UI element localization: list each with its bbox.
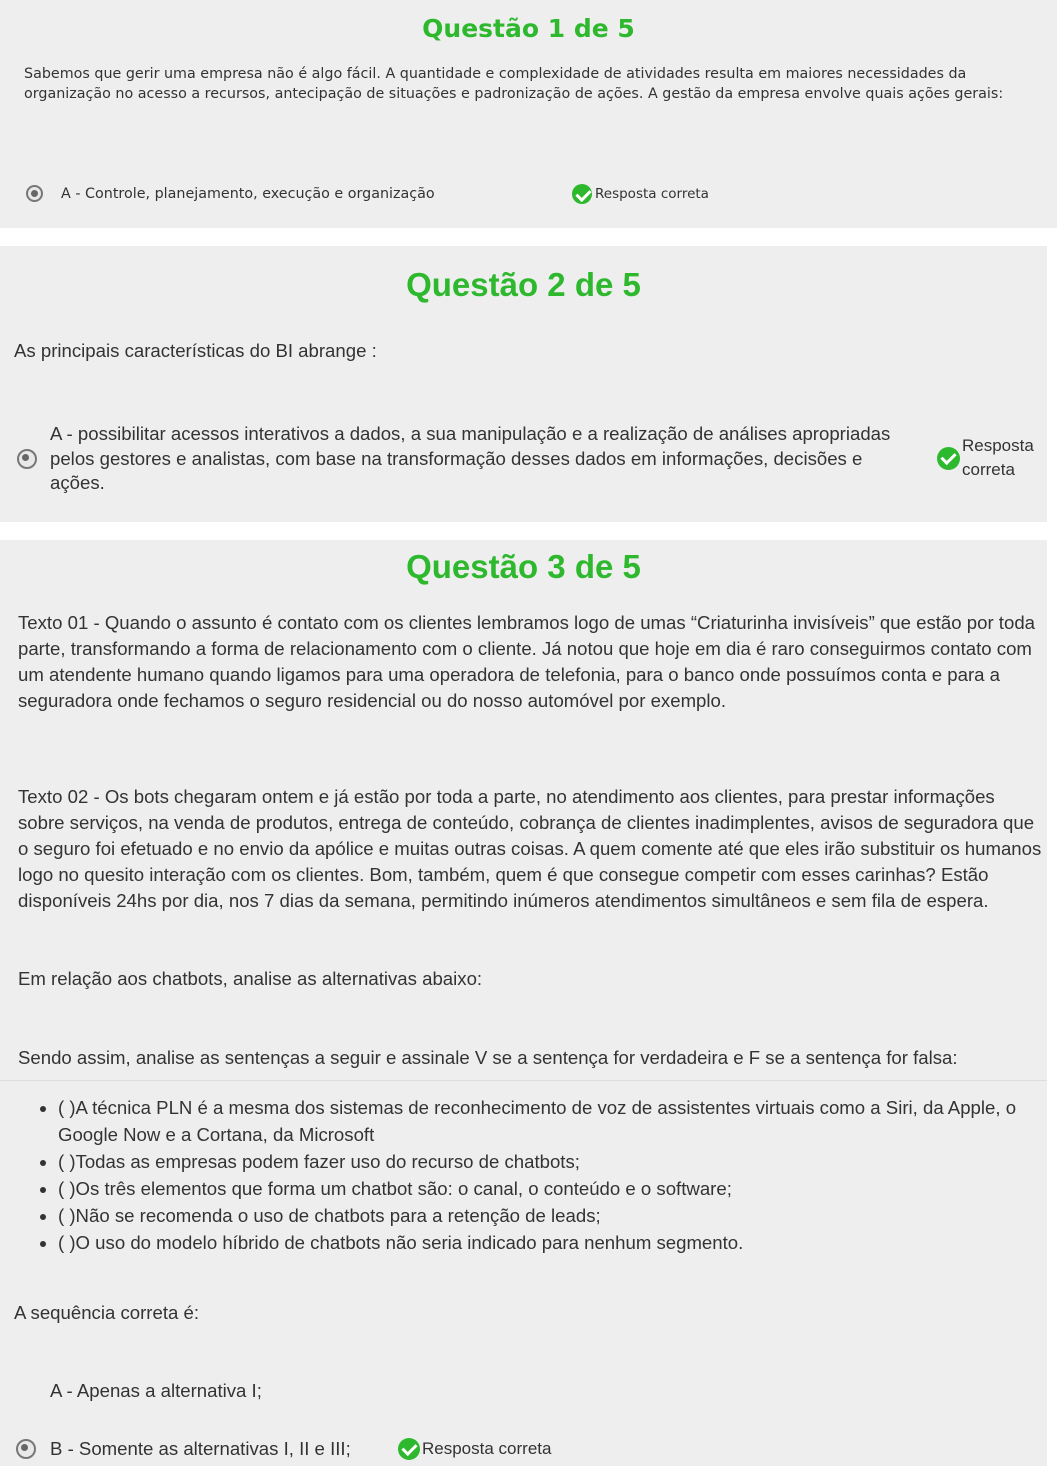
question-3-card <box>0 540 1047 1466</box>
question-2-card <box>0 246 1047 522</box>
question-2-selected-answer[interactable]: A - possibilitar acessos interativos a dados, a sua manipulação e a realização de análises apropriadas pelos gestores e analistas, com base na transformação desses dados em informações, decisões e ações. <box>50 423 891 493</box>
question-3-text-01: Texto 01 - Quando o assunto é contato com os clientes lembramos logo de umas “Criaturinha invisíveis” que estão por toda parte, transformando a forma de relacionamento com o cliente. Já notou que hoje em dia é raro conseguirmos contato com um atendente humano quando ligamos para uma operadora de telefonia, para o banco onde possuímos conta e para a seguradora onde fechamos o seguro residencial ou do nosso automóvel por exemplo. <box>18 612 1035 711</box>
statement-item: • ( )Os três elementos que forma um chatbot são: o canal, o conteúdo e o software; <box>58 1176 1057 1203</box>
question-2-title: Questão 2 de 5 <box>406 266 641 303</box>
question-3-statements <box>18 1095 1057 1257</box>
question-3-selected-answer[interactable]: B - Somente as alternativas I, II e III; <box>50 1438 351 1459</box>
question-3-instruction-1: Em relação aos chatbots, analise as alternativas abaixo: <box>18 968 483 989</box>
question-3-instruction-2: Sendo assim, analise as sentenças a seguir e assinale V se a sentença for verdadeira e F se a sentença for falsa: <box>18 1047 958 1068</box>
statement-item: • ( )A técnica PLN é a mesma dos sistemas de reconhecimento de voz de assistentes virtuais como a Siri, da Apple, o Google Now e a Cortana, da Microsoft <box>58 1095 1057 1148</box>
check-circle-icon <box>398 1438 420 1460</box>
question-1-title: Questão 1 de 5 <box>422 14 635 43</box>
question-1-prompt: Sabemos que gerir uma empresa não é algo fácil. A quantidade e complexidade de atividades resulta em maiores necessidades da organização no acesso a recursos, antecipação de situações e padronização de ações. A gestão da empresa envolve quais ações gerais: <box>24 66 1004 102</box>
question-1-feedback: Resposta correta <box>595 186 709 202</box>
question-3-text-02: Texto 02 - Os bots chegaram ontem e já estão por toda a parte, no atendimento aos clientes, para prestar informações sobre serviços, na venda de produtos, entrega de conteúdo, cobrança de clientes inadimplentes, avisos de seguradora que o seguro foi efetuado e no envio da apólice e muitas outras coisas. A quem comente até que eles irão substituir os humanos logo no quesito interação com os clientes. Bom, também, quem é que consegue competir com esses carinhas? Estão disponíveis 24hs por dia, nos 7 dias da semana, permitindo inúmeros atendimentos simultâneos e sem fila de espera. <box>18 786 1042 911</box>
question-3-option-a[interactable]: A - Apenas a alternativa I; <box>50 1380 262 1401</box>
question-1-card <box>0 0 1057 228</box>
question-2-correct-badge <box>937 434 1034 482</box>
question-3-title: Questão 3 de 5 <box>406 548 641 585</box>
statement-item: • ( )Não se recomenda o uso de chatbots para a retenção de leads; <box>58 1203 1057 1230</box>
question-3-sequence-label: A sequência correta é: <box>14 1302 200 1323</box>
question-3-radio-selected[interactable] <box>16 1439 36 1459</box>
question-1-radio-selected[interactable] <box>26 185 43 202</box>
statement-item: • ( )O uso do modelo híbrido de chatbots não seria indicado para nenhum segmento. <box>58 1230 1057 1257</box>
question-2-prompt: As principais características do BI abrange : <box>14 340 377 361</box>
question-1-correct-badge <box>572 184 709 204</box>
question-3-correct-badge <box>398 1438 551 1460</box>
check-circle-icon <box>572 184 592 204</box>
check-circle-icon <box>937 447 960 470</box>
divider <box>0 1080 1047 1081</box>
question-2-feedback: Resposta correta <box>962 436 1034 479</box>
question-2-radio-selected[interactable] <box>17 449 37 469</box>
question-3-feedback: Resposta correta <box>422 1439 552 1458</box>
question-1-selected-answer[interactable]: A - Controle, planejamento, execução e organização <box>61 186 435 202</box>
statement-item: • ( )Todas as empresas podem fazer uso do recurso de chatbots; <box>58 1149 1057 1176</box>
